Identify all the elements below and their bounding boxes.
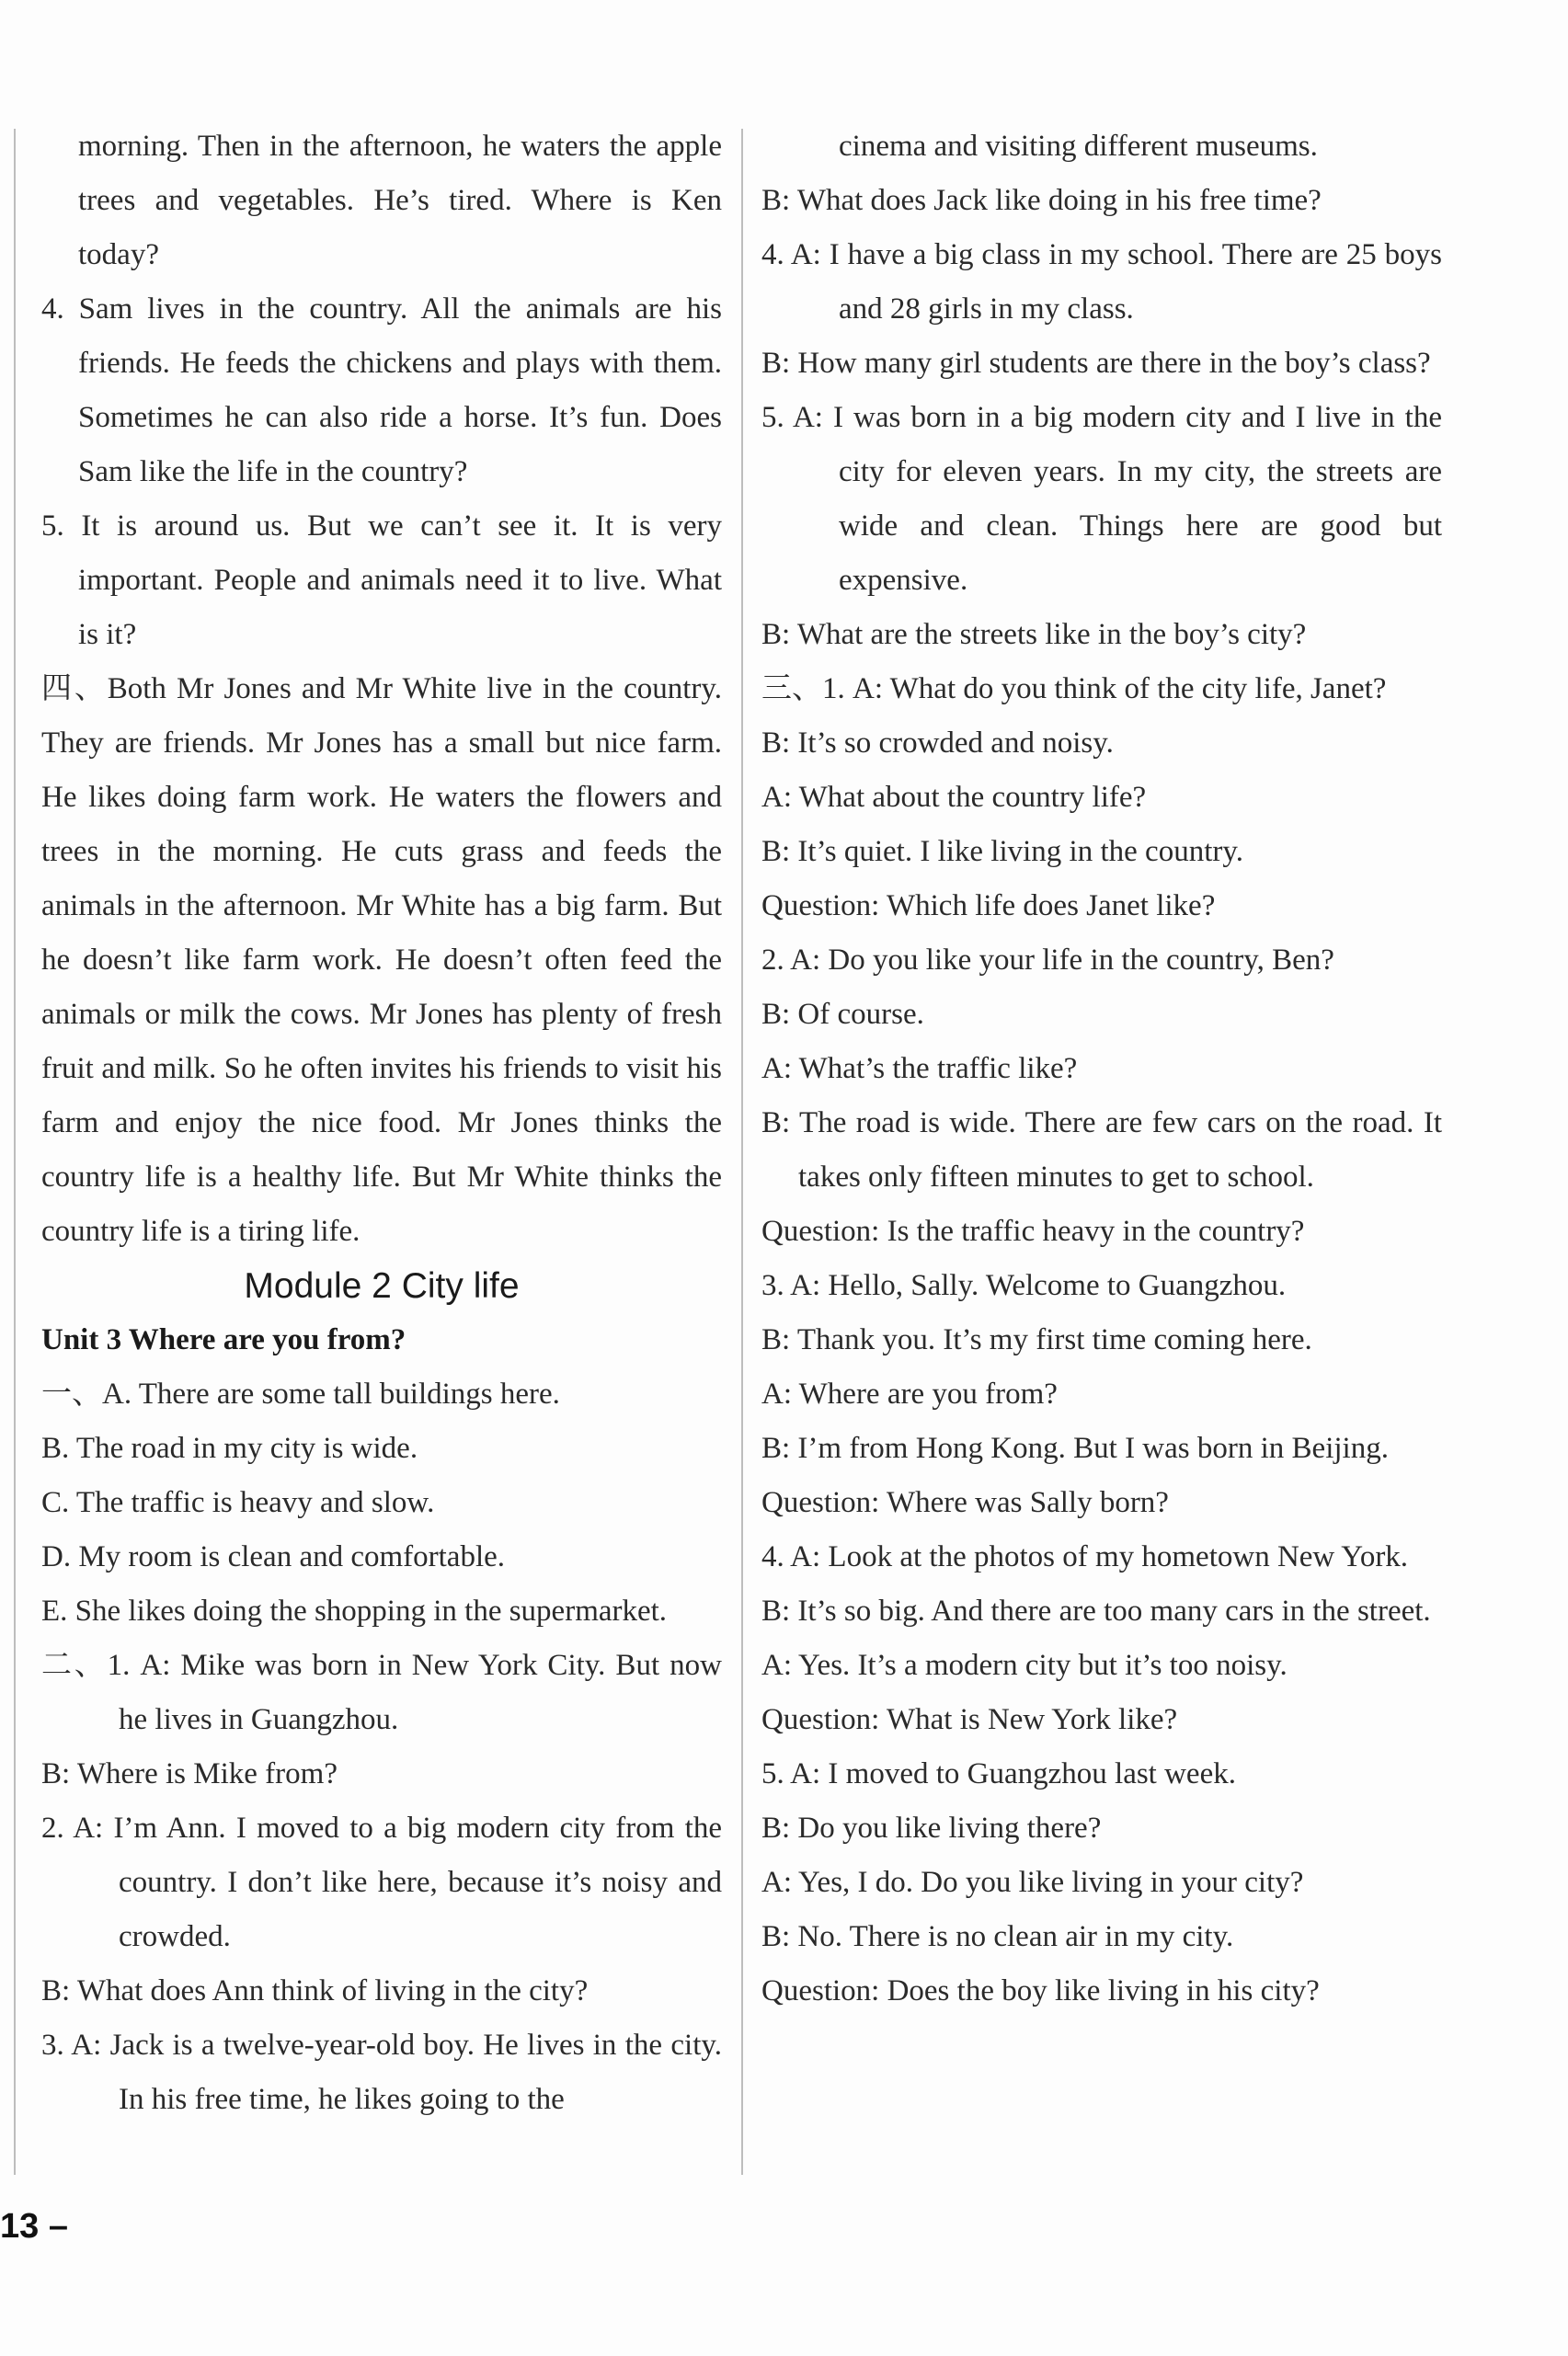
text-paragraph: 5. It is around us. But we can’t see it. It is very important. People and animals need it to live. What is it? — [41, 509, 722, 651]
unit-title: Unit 3 Where are you from? — [41, 1323, 406, 1356]
text-paragraph: 5. A: I was born in a big modern city and I live in the city for eleven years. In my city, the streets are wide and clean. Things here are good but expensive. — [761, 401, 1442, 597]
text-paragraph: 2. A: Do you like your life in the country, Ben? — [761, 944, 1334, 977]
text-paragraph: 3. A: Hello, Sally. Welcome to Guangzhou. — [761, 1269, 1287, 1302]
left-column-paragraphs — [41, 120, 722, 1259]
text-paragraph: E. She likes doing the shopping in the supermarket. — [41, 1595, 668, 1628]
right-column-paragraphs — [761, 120, 1442, 2019]
left-column-paragraphs-2 — [41, 1367, 722, 2127]
text-paragraph: 3. A: Jack is a twelve-year-old boy. He lives in the city. In his free time, he likes going to the — [41, 2029, 722, 2116]
text-paragraph: B: It’s so big. And there are too many cars in the street. — [761, 1595, 1431, 1628]
module-title: Module 2 City life — [244, 1266, 520, 1306]
right-column — [761, 120, 1442, 2019]
text-paragraph: B: It’s so crowded and noisy. — [761, 726, 1114, 760]
text-paragraph: 2. A: I’m Ann. I moved to a big modern city from the country. I don’t like here, because it’s noisy and crowded. — [41, 1812, 722, 1953]
left-column — [41, 120, 722, 2127]
text-paragraph: B: The road is wide. There are few cars on the road. It takes only fifteen minutes to get to school. — [761, 1106, 1442, 1194]
text-paragraph: morning. Then in the afternoon, he waters the apple trees and vegetables. He’s tired. Where is Ken today? — [78, 130, 722, 271]
text-paragraph: Question: Which life does Janet like? — [761, 889, 1216, 922]
text-paragraph: Question: What is New York like? — [761, 1703, 1178, 1736]
text-paragraph: 一、A. There are some tall buildings here. — [41, 1378, 560, 1411]
text-paragraph: 5. A: I moved to Guangzhou last week. — [761, 1757, 1236, 1790]
text-paragraph: B: No. There is no clean air in my city. — [761, 1920, 1234, 1953]
text-paragraph: Question: Is the traffic heavy in the country? — [761, 1215, 1305, 1248]
text-paragraph: B: It’s quiet. I like living in the country. — [761, 835, 1243, 868]
text-paragraph: B: What does Ann think of living in the city? — [41, 1974, 589, 2007]
text-paragraph: B: What does Jack like doing in his free time? — [761, 184, 1322, 217]
page-number: 13 – — [0, 2207, 68, 2246]
text-paragraph: 三、1. A: What do you think of the city life, Janet? — [761, 672, 1387, 705]
text-paragraph: cinema and visiting different museums. — [839, 130, 1318, 163]
text-paragraph: D. My room is clean and comfortable. — [41, 1540, 506, 1573]
left-margin-rule — [14, 129, 16, 2175]
text-paragraph: A: Yes, I do. Do you like living in your city? — [761, 1866, 1304, 1899]
text-paragraph: 二、1. A: Mike was born in New York City. But now he lives in Guangzhou. — [41, 1649, 722, 1736]
text-paragraph: A: What about the country life? — [761, 781, 1147, 814]
text-paragraph: 4. Sam lives in the country. All the animals are his friends. He feeds the chickens and plays with them. Sometimes he can also ride a horse. It’s fun. Does Sam like the life in the country? — [41, 292, 722, 488]
text-paragraph: 四、Both Mr Jones and Mr White live in the country. They are friends. Mr Jones has a small but nice farm. He likes doing farm work. He waters the flowers and trees in the morning. He cuts grass and feeds the animals in the afternoon. Mr White has a big farm. But he doesn’t like farm work. He doesn’t often feed the animals or milk the cows. Mr Jones has plenty of fresh fruit and milk. So he often invites his friends to visit his farm and enjoy the nice food. Mr Jones thinks the country life is a healthy life. But Mr White thinks the country life is a tiring life. — [41, 672, 722, 1248]
text-paragraph: B: Thank you. It’s my first time coming here. — [761, 1323, 1312, 1356]
text-paragraph: A: What’s the traffic like? — [761, 1052, 1078, 1085]
text-paragraph: B: What are the streets like in the boy’s city? — [761, 618, 1307, 651]
text-paragraph: Question: Where was Sally born? — [761, 1486, 1169, 1519]
text-paragraph: A: Where are you from? — [761, 1378, 1058, 1411]
text-paragraph: C. The traffic is heavy and slow. — [41, 1486, 435, 1519]
text-paragraph: B: Do you like living there? — [761, 1812, 1102, 1845]
text-paragraph: B: I’m from Hong Kong. But I was born in Beijing. — [761, 1432, 1389, 1465]
text-paragraph: 4. A: Look at the photos of my hometown New York. — [761, 1540, 1409, 1573]
text-paragraph: A: Yes. It’s a modern city but it’s too noisy. — [761, 1649, 1288, 1682]
text-paragraph: B: Of course. — [761, 998, 924, 1031]
text-paragraph: 4. A: I have a big class in my school. There are 25 boys and 28 girls in my class. — [761, 238, 1442, 326]
text-paragraph: B. The road in my city is wide. — [41, 1432, 418, 1465]
text-paragraph: Question: Does the boy like living in his city? — [761, 1974, 1320, 2007]
text-paragraph: B: Where is Mike from? — [41, 1757, 338, 1790]
column-divider — [741, 129, 743, 2175]
text-paragraph: B: How many girl students are there in the boy’s class? — [761, 347, 1431, 380]
